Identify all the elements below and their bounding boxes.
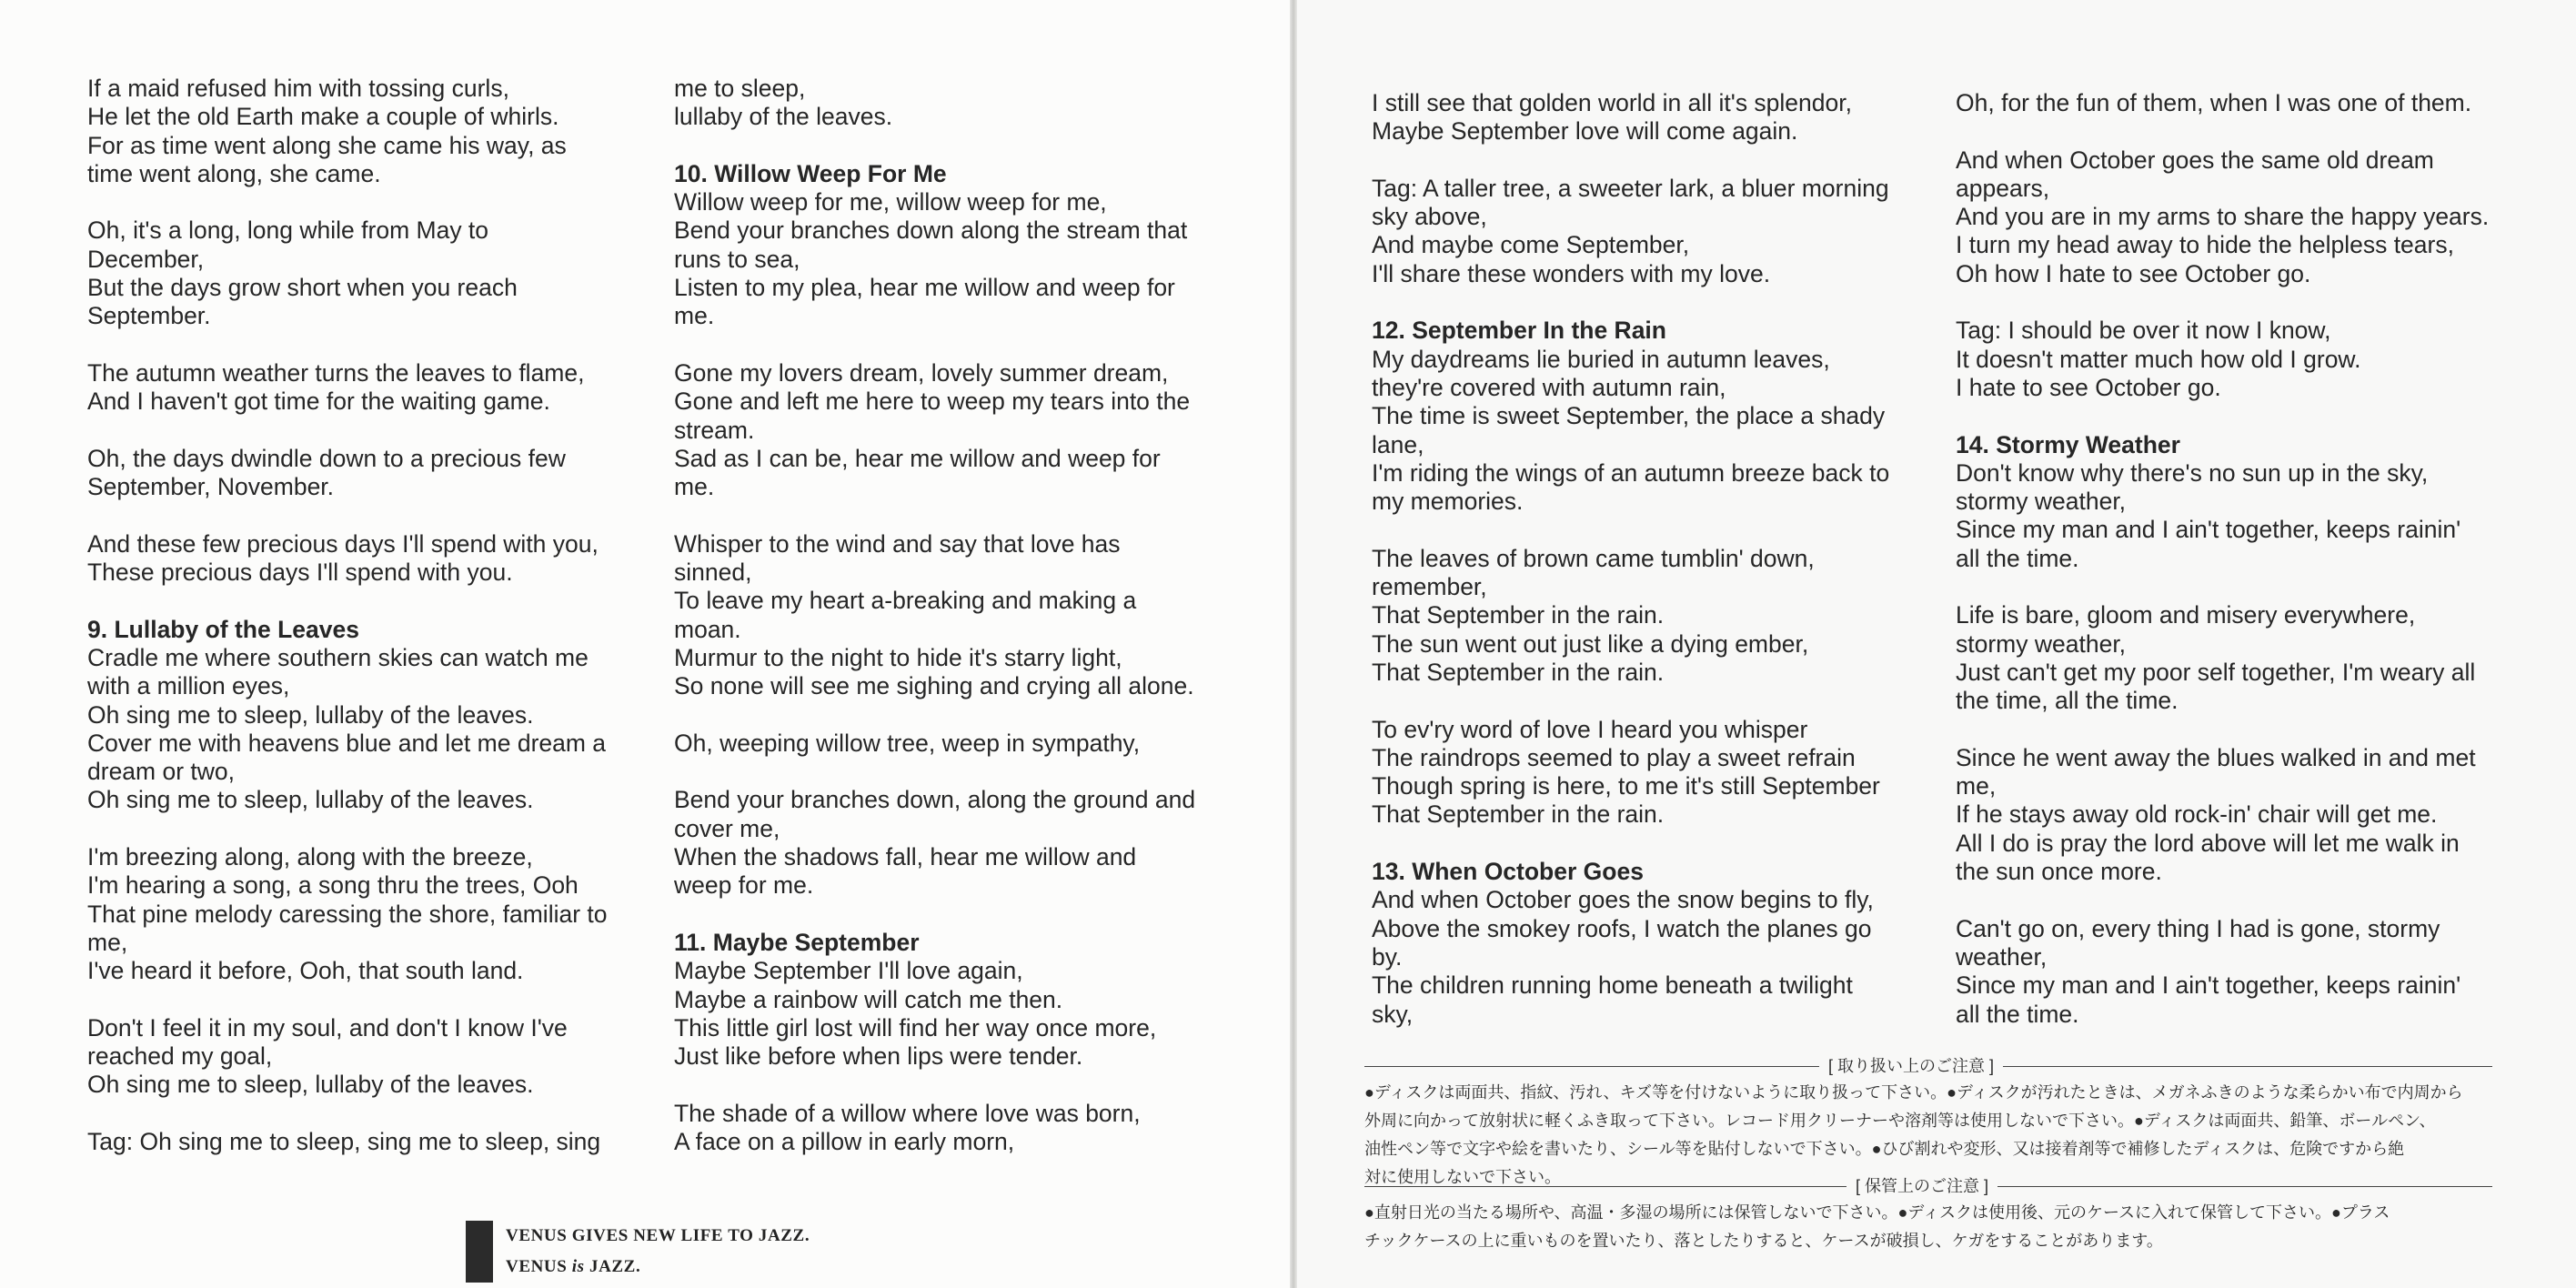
- lyric-line: Above the smokey roofs, I watch the planes go: [1372, 914, 1872, 942]
- lyric-line: weep for me.: [674, 871, 814, 900]
- lyric-line: Gone and left me here to weep my tears into the: [674, 387, 1191, 416]
- lyric-line: Since he went away the blues walked in and met: [1956, 743, 2476, 771]
- lyric-stanza: [1372, 175, 1936, 288]
- lyric-line: So none will see me sighing and crying all alone.: [674, 672, 1194, 700]
- lyric-line: Oh, it's a long, long while from May to: [87, 216, 489, 245]
- song-title: 12. September In the Rain: [1372, 317, 1666, 345]
- lyric-line: the time, all the time.: [1956, 687, 2179, 715]
- lyric-line: Bend your branches down along the stream that: [674, 216, 1188, 245]
- lyric-stanza: [1956, 89, 2520, 117]
- lyric-line: If he stays away old rock-in' chair will get me.: [1956, 800, 2438, 829]
- lyric-line: Oh, for the fun of them, when I was one of them.: [1956, 89, 2472, 116]
- lyric-line: The time is sweet September, the place a shady: [1372, 402, 1886, 430]
- lyrics-column-1: [87, 75, 633, 1185]
- song-section: [674, 160, 1238, 331]
- lyric-line: The shade of a willow where love was born,: [674, 1099, 1141, 1127]
- lyric-line: me.: [674, 302, 715, 330]
- lyric-line: I hate to see October go.: [1956, 373, 2221, 401]
- lyric-line: If a maid refused him with tossing curls,: [87, 75, 509, 102]
- lyrics-column-2: [674, 75, 1238, 1185]
- footer-bar-mark: [466, 1221, 493, 1283]
- lyric-stanza: [674, 730, 1238, 758]
- lyric-line: dream or two,: [87, 758, 236, 786]
- lyric-line: with a million eyes,: [87, 672, 290, 700]
- lyric-stanza: [674, 786, 1238, 900]
- lyric-line: The raindrops seemed to play a sweet refrain: [1372, 743, 1856, 771]
- lyric-line: Just can't get my poor self together, I'm weary all: [1956, 658, 2476, 686]
- notice-divider: [2003, 1066, 2492, 1067]
- lyric-line: The leaves of brown came tumblin' down,: [1372, 544, 1815, 572]
- lyric-line: These precious days I'll spend with you.: [87, 558, 513, 587]
- lyric-stanza: [1956, 915, 2520, 1029]
- song-title: 9. Lullaby of the Leaves: [87, 615, 359, 643]
- lyric-stanza: [87, 530, 633, 588]
- lyric-line: Whisper to the wind and say that love has: [674, 529, 1121, 558]
- lyric-line: lullaby of the leaves.: [674, 103, 893, 131]
- lyric-line: That September in the rain.: [1372, 658, 1665, 686]
- lyric-line: Since my man and I ain't together, keeps rainin': [1956, 971, 2461, 1000]
- notice-header: [1364, 1053, 2492, 1079]
- lyric-line: stormy weather,: [1956, 488, 2127, 516]
- notice-section: [1364, 1173, 2492, 1255]
- notice-text-line: ●直射日光の当たる場所や、高温・多湿の場所には保管しないで下さい。●ディスクは使用後、元のケースに入れて保管して下さい。●プラス: [1364, 1203, 2390, 1222]
- lyric-line: That September in the rain.: [1372, 601, 1665, 629]
- lyric-line: Oh, the days dwindle down to a precious few: [87, 444, 566, 472]
- lyric-line: me,: [1956, 772, 1997, 800]
- notice-text-line: 油性ペン等で文字や絵を書いたり、シール等を貼付しないで下さい。●ひび割れや変形、又は接着剤等で補修したディスクは、危険ですから絶: [1364, 1140, 2405, 1158]
- lyric-stanza: [1372, 545, 1936, 687]
- lyric-line: Cradle me where southern skies can watch me: [87, 643, 589, 671]
- lyric-line: Oh how I hate to see October go.: [1956, 259, 2311, 287]
- lyric-line: And when October goes the same old dream: [1956, 146, 2434, 174]
- lyric-line: For as time went along she came his way, as: [87, 131, 567, 159]
- notice-divider: [1364, 1186, 1846, 1187]
- lyric-line: Oh sing me to sleep, lullaby of the leaves.: [87, 700, 534, 729]
- lyric-line: Sad as I can be, hear me willow and weep for: [674, 444, 1161, 472]
- lyric-stanza: [1956, 744, 2520, 886]
- lyric-line: And maybe come September,: [1372, 231, 1690, 259]
- lyric-stanza: [1956, 146, 2520, 288]
- lyric-line: Can't go on, every thing I had is gone, stormy: [1956, 914, 2440, 942]
- lyric-stanza: [87, 216, 633, 330]
- lyric-line: Maybe September I'll love again,: [674, 957, 1023, 985]
- lyric-stanza: [87, 359, 633, 417]
- lyric-line: Since my man and I ain't together, keeps rainin': [1956, 516, 2461, 544]
- lyric-line: September.: [87, 302, 211, 330]
- song-section: [1372, 858, 1936, 1029]
- lyric-stanza: [674, 359, 1238, 501]
- lyric-stanza: [674, 530, 1238, 701]
- footer-line-2: VENUS is JAZZ.: [506, 1257, 641, 1276]
- lyric-line: I'm riding the wings of an autumn breeze back to: [1372, 458, 1890, 487]
- lyric-line: Oh, weeping willow tree, weep in sympathy,: [674, 729, 1141, 757]
- lyric-line: September, November.: [87, 473, 335, 501]
- lyric-stanza: [674, 1100, 1238, 1157]
- lyric-line: Willow weep for me, willow weep for me,: [674, 188, 1107, 216]
- lyric-stanza: [87, 75, 633, 188]
- lyric-line: To leave my heart a-breaking and making a: [674, 587, 1137, 615]
- lyric-line: sky above,: [1372, 203, 1487, 231]
- lyric-line: time went along, she came.: [87, 159, 381, 187]
- lyric-line: sinned,: [674, 558, 752, 587]
- lyric-line: December,: [87, 245, 205, 273]
- lyric-line: stormy weather,: [1956, 629, 2127, 658]
- lyric-line: I still see that golden world in all it's splendor,: [1372, 89, 1852, 116]
- lyric-line: runs to sea,: [674, 245, 800, 273]
- song-title: 10. Willow Weep For Me: [674, 159, 947, 187]
- lyric-line: weather,: [1956, 942, 2048, 971]
- lyric-line: me.: [674, 473, 715, 501]
- lyric-line: I'm hearing a song, a song thru the trees, Ooh: [87, 871, 579, 900]
- lyric-line: remember,: [1372, 573, 1487, 601]
- lyrics-column-3: [1372, 89, 1936, 1057]
- lyric-line: by.: [1372, 942, 1403, 971]
- lyric-line: reached my goal,: [87, 1042, 273, 1071]
- song-title: 11. Maybe September: [674, 928, 920, 956]
- lyric-line: me,: [87, 928, 128, 956]
- lyric-line: Cover me with heavens blue and let me dream a: [87, 729, 607, 757]
- lyric-stanza: [87, 445, 633, 502]
- lyric-line: Gone my lovers dream, lovely summer dream,: [674, 358, 1169, 387]
- notice-text-line: チックケースの上に重いものを置いたり、落としたりすると、ケースが破損し、ケガをすることがあります。: [1364, 1232, 2163, 1250]
- lyric-line: My daydreams lie buried in autumn leaves,: [1372, 345, 1830, 373]
- lyric-line: This little girl lost will find her way once more,: [674, 1013, 1157, 1041]
- lyric-stanza: [87, 1014, 633, 1100]
- notice-label: [ 取り扱い上のご注意 ]: [1828, 1056, 1995, 1075]
- lyric-line: all the time.: [1956, 1000, 2079, 1028]
- lyric-line: Though spring is here, to me it's still September: [1372, 772, 1880, 800]
- lyric-line: All I do is pray the lord above will let me walk in: [1956, 829, 2460, 857]
- lyric-stanza: [1956, 601, 2520, 715]
- lyric-line: me to sleep,: [674, 75, 806, 102]
- lyric-line: Listen to my plea, hear me willow and weep for: [674, 274, 1175, 302]
- lyric-stanza: [1372, 716, 1936, 830]
- lyric-line: moan.: [674, 615, 741, 643]
- notice-text-line: 対に使用しないで下さい。: [1364, 1168, 1561, 1186]
- footer-slogan: [506, 1221, 810, 1283]
- lyric-line: A face on a pillow in early morn,: [674, 1127, 1015, 1155]
- lyric-line: Oh sing me to sleep, lullaby of the leaves.: [87, 1071, 534, 1099]
- lyric-stanza: [87, 843, 633, 985]
- lyric-line: And these few precious days I'll spend with you,: [87, 529, 599, 558]
- notice-text-line: ●ディスクは両面共、指紋、汚れ、キズ等を付けないように取り扱って下さい。●ディスクが汚れたときは、メガネふきのような柔らかい布で内周から: [1364, 1083, 2463, 1102]
- lyric-line: Oh sing me to sleep, lullaby of the leaves.: [87, 786, 534, 814]
- lyric-line: That September in the rain.: [1372, 800, 1665, 829]
- lyric-line: Don't know why there's no sun up in the sky,: [1956, 458, 2429, 487]
- lyric-line: When the shadows fall, hear me willow and: [674, 843, 1137, 871]
- lyric-line: Tag: A taller tree, a sweeter lark, a bluer morning: [1372, 174, 1889, 202]
- booklet-spine: [1290, 0, 1297, 1288]
- lyric-line: Maybe September love will come again.: [1372, 117, 1798, 146]
- lyric-line: The autumn weather turns the leaves to flame,: [87, 358, 585, 387]
- lyric-line: stream.: [674, 416, 755, 444]
- song-section: [1956, 431, 2520, 573]
- lyric-stanza: [674, 75, 1238, 132]
- lyric-stanza: [1372, 89, 1936, 146]
- lyric-line: they're covered with autumn rain,: [1372, 373, 1726, 401]
- song-title: 14. Stormy Weather: [1956, 430, 2180, 458]
- song-title: 13. When October Goes: [1372, 858, 1644, 886]
- song-section: [1372, 317, 1936, 516]
- lyric-line: But the days grow short when you reach: [87, 274, 518, 302]
- lyric-line: appears,: [1956, 174, 2050, 202]
- song-section: [674, 929, 1238, 1071]
- lyric-line: Don't I feel it in my soul, and don't I know I've: [87, 1013, 568, 1041]
- notice-section: [1364, 1053, 2492, 1192]
- lyric-line: I'm breezing along, along with the breeze,: [87, 843, 533, 871]
- lyric-line: It doesn't matter much how old I grow.: [1956, 345, 2361, 373]
- lyric-line: the sun once more.: [1956, 858, 2162, 886]
- lyric-line: cover me,: [674, 814, 780, 842]
- notice-divider: [1997, 1186, 2492, 1187]
- lyric-line: The children running home beneath a twilight: [1372, 971, 1853, 1000]
- lyric-line: I've heard it before, Ooh, that south land.: [87, 957, 524, 985]
- song-section: [87, 616, 633, 815]
- lyrics-column-4: [1956, 89, 2520, 1057]
- footer-line-1: VENUS GIVES NEW LIFE TO JAZZ.: [506, 1226, 810, 1245]
- lyric-line: That pine melody caressing the shore, familiar to: [87, 900, 608, 928]
- lyric-line: He let the old Earth make a couple of whirls.: [87, 103, 559, 131]
- lyric-line: I turn my head away to hide the helpless tears,: [1956, 231, 2454, 259]
- lyric-line: Bend your branches down, along the ground and: [674, 786, 1196, 814]
- lyric-line: And you are in my arms to share the happy years.: [1956, 203, 2490, 231]
- lyric-line: my memories.: [1372, 488, 1524, 516]
- lyric-line: To ev'ry word of love I heard you whisper: [1372, 715, 1808, 743]
- lyric-stanza: [1956, 317, 2520, 402]
- lyric-line: And I haven't got time for the waiting game.: [87, 387, 550, 416]
- notice-text-line: 外周に向かって放射状に軽くふき取って下さい。レコード用クリーナーや溶剤等は使用しないで下さい。●ディスクは両面共、鉛筆、ボールペン、: [1364, 1112, 2436, 1130]
- lyric-line: The sun went out just like a dying ember,: [1372, 629, 1809, 658]
- lyric-stanza: [87, 1128, 633, 1156]
- lyric-line: all the time.: [1956, 544, 2079, 572]
- lyric-line: Tag: I should be over it now I know,: [1956, 317, 2331, 345]
- notice-label: [ 保管上のご注意 ]: [1856, 1176, 1989, 1195]
- lyric-line: Murmur to the night to hide it's starry light,: [674, 643, 1122, 671]
- lyric-line: And when October goes the snow begins to fly,: [1372, 886, 1874, 914]
- notice-divider: [1364, 1066, 1819, 1067]
- lyric-line: Life is bare, gloom and misery everywhere,: [1956, 601, 2416, 629]
- lyric-line: sky,: [1372, 1000, 1414, 1028]
- lyric-line: Tag: Oh sing me to sleep, sing me to sleep, sing: [87, 1127, 601, 1155]
- lyric-line: Just like before when lips were tender.: [674, 1042, 1083, 1071]
- notice-header: [1364, 1173, 2492, 1199]
- lyric-line: I'll share these wonders with my love.: [1372, 259, 1771, 287]
- lyric-line: Maybe a rainbow will catch me then.: [674, 985, 1063, 1013]
- lyric-line: lane,: [1372, 430, 1424, 458]
